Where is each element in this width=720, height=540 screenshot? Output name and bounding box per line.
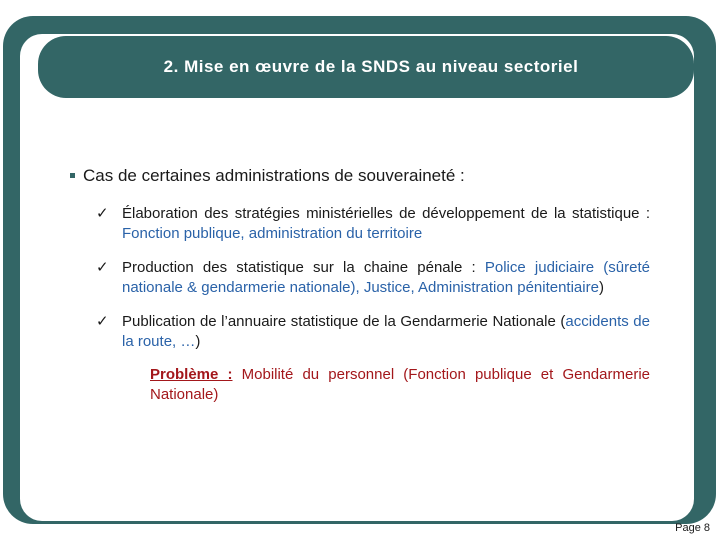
list-item: [96, 204, 650, 244]
list-item: [96, 258, 650, 298]
item-text: Élaboration des stratégies ministérielles de développement de la statistique :: [122, 205, 650, 222]
checkmark-icon: ✓: [96, 205, 109, 222]
title-bar: [38, 36, 694, 98]
main-bullet: [70, 166, 650, 186]
item-highlight: Fonction publique, administration du territoire: [122, 225, 423, 242]
list-item: [96, 312, 650, 352]
checkmark-icon: ✓: [96, 313, 109, 330]
item-highlight: accidents de la route, …: [122, 313, 650, 350]
problem-label: Problème :: [150, 366, 233, 383]
item-text: Production des statistique sur la chaine pénale :: [122, 259, 485, 276]
item-text-after: ): [195, 333, 201, 350]
item-text: Publication de l’annuaire statistique de la Gendarmerie Nationale (: [122, 313, 566, 330]
main-bullet-text: Cas de certaines administrations de souveraineté :: [83, 166, 465, 185]
checkmark-icon: ✓: [96, 259, 109, 276]
slide-content: [70, 166, 650, 405]
square-bullet-icon: [70, 173, 75, 178]
page-number: Page 8: [675, 522, 710, 534]
problem-text: Mobilité du personnel (Fonction publique et Gendarmerie Nationale): [150, 366, 650, 403]
item-text-after: ): [598, 279, 604, 296]
item-highlight: Police judiciaire (sûreté nationale & gendarmerie nationale), Justice, Administration pénitentiaire: [122, 259, 650, 296]
problem-note: [150, 365, 650, 405]
slide-title: 2. Mise en œuvre de la SNDS au niveau sectoriel: [163, 57, 579, 76]
